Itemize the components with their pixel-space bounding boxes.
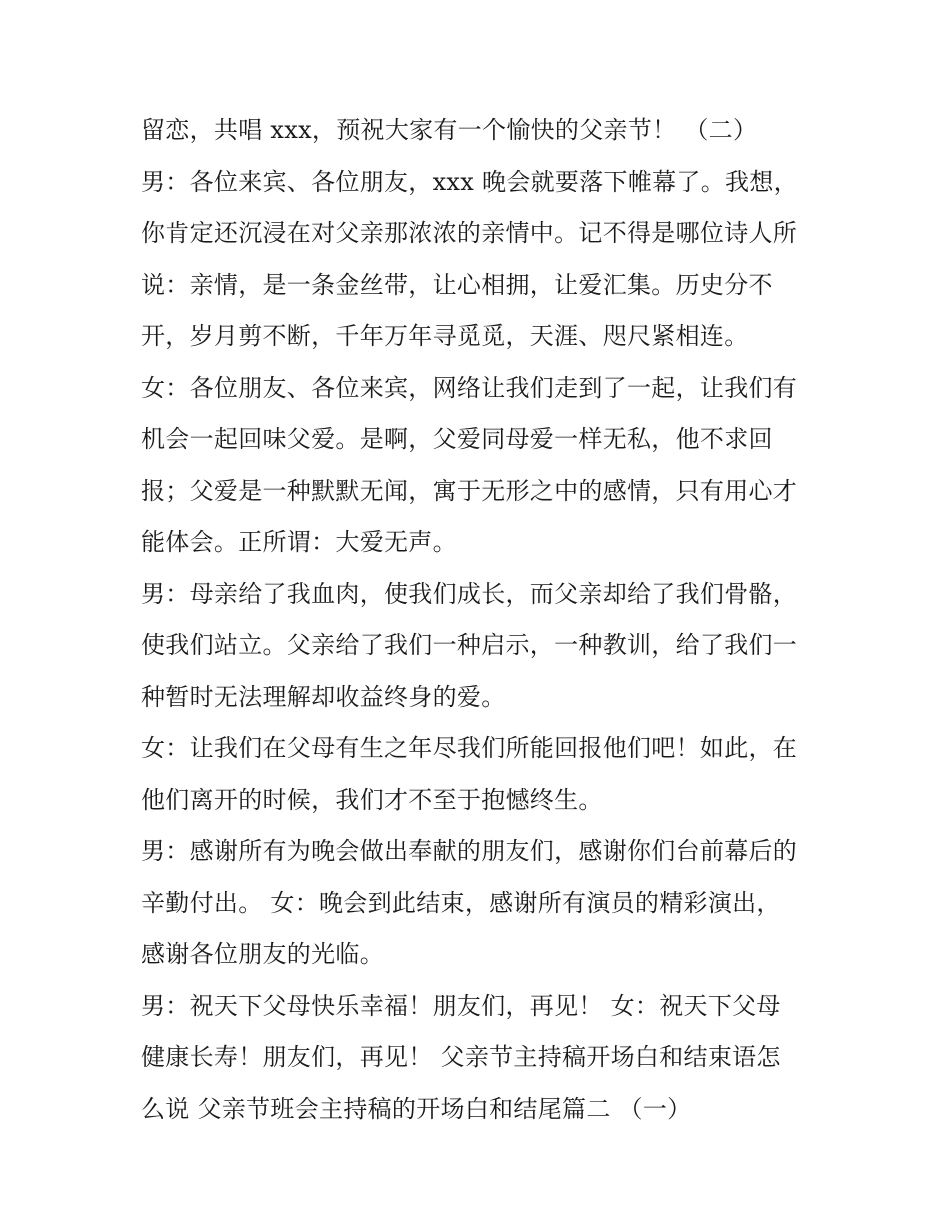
text-line: 辛勤付出。 女：晚会到此结束，感谢所有演员的精彩演出， xyxy=(141,888,781,917)
text-line: 健康长寿！朋友们，再见！ 父亲节主持稿开场白和结束语怎 xyxy=(141,1043,781,1071)
text-line: 男：各位来宾、各位朋友，xxx 晚会就要落下帷幕了。我想， xyxy=(141,167,798,196)
text-line: 能体会。正所谓：大爱无声。 xyxy=(141,528,457,556)
document-body xyxy=(141,105,821,1135)
text-line: 女：让我们在父母有生之年尽我们所能回报他们吧！如此，在 xyxy=(141,734,798,762)
text-line: 男：祝天下父母快乐幸福！朋友们，再见！ 女：祝天下父母 xyxy=(141,991,781,1020)
text-line: 女：各位朋友、各位来宾，网络让我们走到了一起，让我们有 xyxy=(141,373,798,402)
text-line: 使我们站立。父亲给了我们一种启示，一种教训，给了我们一 xyxy=(141,631,798,659)
text-line: 男：母亲给了我血肉，使我们成长，而父亲却给了我们骨骼， xyxy=(141,579,798,608)
text-line: 说：亲情，是一条金丝带，让心相拥，让爱汇集。历史分不 xyxy=(141,270,773,299)
text-line: 报；父爱是一种默默无闻，寓于无形之中的感情，只有用心才 xyxy=(141,476,798,505)
text-line: 种暂时无法理解却收益终身的爱。 xyxy=(141,682,506,711)
text-line: 你肯定还沉浸在对父亲那浓浓的亲情中。记不得是哪位诗人所 xyxy=(141,219,798,247)
text-line: 留恋，共唱 xxx，预祝大家有一个愉快的父亲节！ （二） xyxy=(141,116,758,144)
text-line: 开，岁月剪不断，千年万年寻觅觅，天涯、咫尺紧相连。 xyxy=(141,322,749,350)
text-line: 他们离开的时候，我们才不至于抱憾终生。 xyxy=(141,785,603,814)
text-line: 机会一起回味父爱。是啊，父爱同母爱一样无私，他不求回 xyxy=(141,425,773,453)
text-line: 么说 父亲节班会主持稿的开场白和结尾篇二 （一） xyxy=(141,1094,692,1123)
text-line: 感谢各位朋友的光临。 xyxy=(141,940,384,968)
text-line: 男：感谢所有为晚会做出奉献的朋友们，感谢你们台前幕后的 xyxy=(141,837,798,865)
